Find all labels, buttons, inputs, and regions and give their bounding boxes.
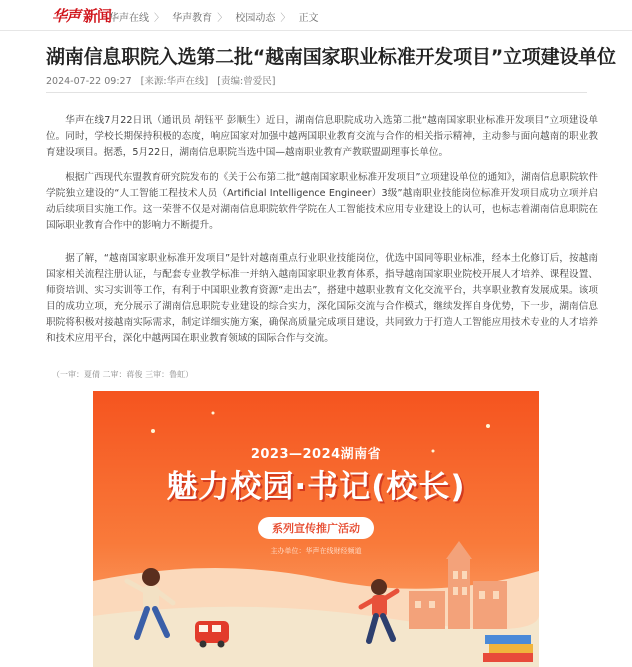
breadcrumb-separator-3: 〉 [280,13,291,24]
article-meta [46,73,281,87]
article-paragraph-2: 根据广西现代东盟教育研究院发布的《关于公布第二批“越南国家职业标准开发项目”立项建设单位的通知》，湖南信息职院软件学院独立建设的“人工智能工程技术人员（Artificial Intelligence Engineer）3级”越南职业技能岗位标准开发项目成功立项并启动后续项目实施工作。这一荣誉不仅是对湖南信息职院软件学院在人工智能技术应用专业建设上的认可，也标志着湖南信息职院在国际职业教育合作中的影响力不断提升。 [46,172,598,231]
poster-tag [93,517,539,539]
article-paragraph-1: 华声在线7月22日讯（通讯员 胡钰平 彭顺生）近日，湖南信息职院成功入选第二批“越南国家职业标准开发项目”立项建设单位。同时，学校长期保持积极的态度，响应国家对加强中越两国职业教育交流与合作的相关指示精神，主动参与面向越南的职业教育建设项目。据悉，5月22日，湖南信息职院当选中国—越南职业教育产教联盟副理事长单位。 [46,115,598,158]
article-title: 湖南信息职院入选第二批“越南国家职业标准开发项目”立项建设单位 [46,46,616,68]
poster-books [483,635,533,662]
breadcrumb-separator-2: 〉 [217,13,228,24]
breadcrumb [109,9,324,24]
site-header [0,0,632,31]
poster-year-line: 2023—2024湖南省 [250,447,382,462]
breadcrumb-education[interactable]: 华声教育 [172,13,213,24]
article-date: 2024-07-22 09:27 [46,76,132,87]
article-source[interactable]: [来源:华声在线] [140,76,209,87]
title-divider [46,92,587,93]
poster-host: 主办单位：华声在线财经频道 [270,547,362,555]
promo-poster[interactable] [93,391,539,667]
article-editor: [责编:曾爱民] [217,76,276,87]
review-credits: （一审：夏倩 二审：蒋俊 三审：鲁虹） [52,370,194,379]
breadcrumb-home[interactable]: 华声在线 [109,13,149,24]
site-logo[interactable] [52,5,111,26]
article-paragraph-3: 据了解，“越南国家职业标准开发项目”是针对越南重点行业职业技能岗位，优选中国同等职业标准，经本土化修订后，按越南国家相关流程注册认证，与配套专业教学标准一并纳入越南国家职业教育体系，指导越南国家职业院校开展人才培养、课程设置、师资培训、实习实训等工作，有利于中国职业教育资源“走出去”，搭建中越职业教育文化交流平台，共享职业教育发展成果。该项目的成功立项，充分展示了湖南信息职院专业建设的综合实力，深化国际交流与合作模式，继续发挥自身优势，下一步，湖南信息职院将积极对接越南实际需求，制定详细实施方案，确保高质量完成项目建设，共同致力于打造人工智能应用技术专业的人才培养和技术应用平台，深化中越两国在职业教育领域的国际合作与交流。 [46,253,598,344]
logo-text-1: 华声 [52,7,81,25]
logo-text-2: 新闻 [83,7,112,25]
breadcrumb-separator-1: 〉 [154,13,164,24]
poster-main-title: 魅力校园·书记(校长) [166,469,466,505]
breadcrumb-current: 正文 [298,13,319,24]
breadcrumb-campus[interactable]: 校园动态 [235,13,276,24]
poster-tag-label: 系列宣传推广活动 [258,517,374,539]
